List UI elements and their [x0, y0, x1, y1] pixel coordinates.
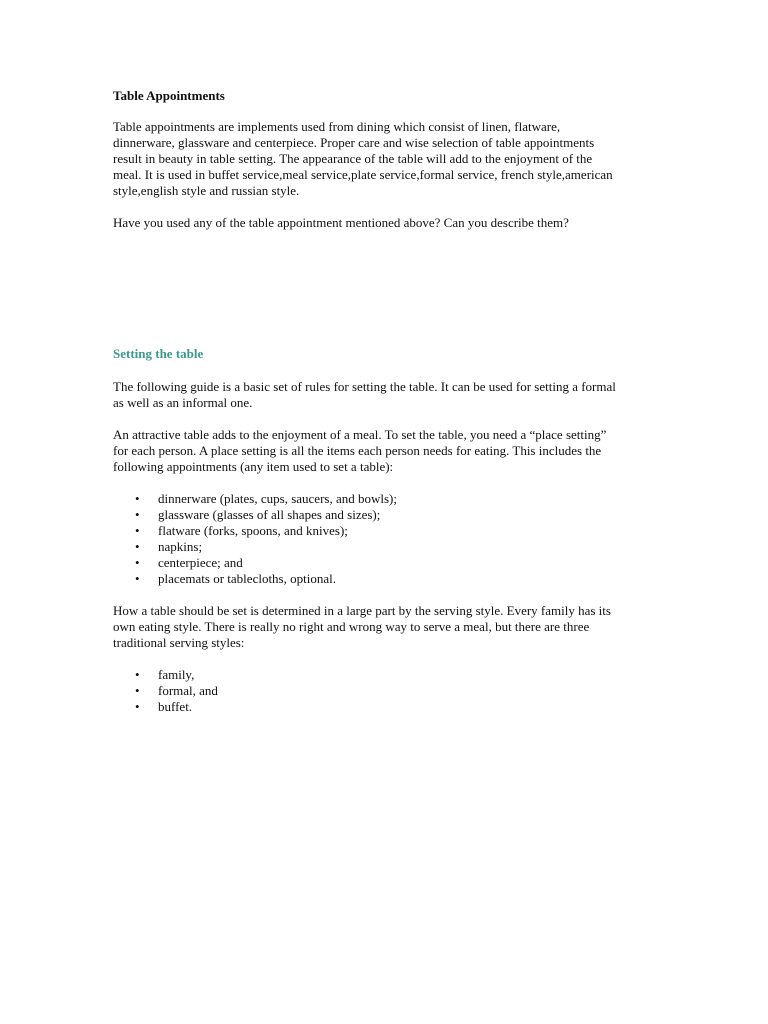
serving-line: How a table should be set is determined in a large part by the serving style. Every family has its	[113, 603, 611, 618]
intro-line: Table appointments are implements used from dining which consist of linen, flatware,	[113, 119, 561, 134]
list-item	[113, 523, 658, 539]
list-item-text: buffet.	[158, 699, 193, 714]
list-item-text: flatware (forks, spoons, and knives);	[158, 523, 348, 538]
serving-styles-list	[113, 667, 658, 715]
intro-line: result in beauty in table setting. The appearance of the table will add to the enjoyment of the	[113, 151, 593, 166]
bullet-icon: •	[135, 539, 140, 554]
bullet-icon: •	[135, 667, 140, 682]
list-item-text: centerpiece; and	[158, 555, 243, 570]
intro-paragraph	[113, 119, 658, 199]
list-item-text: dinnerware (plates, cups, saucers, and bowls);	[158, 491, 397, 506]
list-item	[113, 491, 658, 507]
guide-line: The following guide is a basic set of rules for setting the table. It can be used for setting a formal	[113, 379, 616, 394]
attractive-line: An attractive table adds to the enjoyment of a meal. To set the table, you need a “place setting”	[113, 427, 607, 442]
question-paragraph	[113, 215, 658, 231]
list-item-text: family,	[158, 667, 195, 682]
blank-space	[113, 247, 658, 346]
bullet-icon: •	[135, 683, 140, 698]
list-item-text: formal, and	[158, 683, 218, 698]
question-line: Have you used any of the table appointment mentioned above? Can you describe them?	[113, 215, 569, 230]
list-item	[113, 699, 658, 715]
serving-line: traditional serving styles:	[113, 635, 245, 650]
bullet-icon: •	[135, 555, 140, 570]
section-heading: Setting the table	[113, 346, 204, 361]
list-item	[113, 571, 658, 587]
bullet-icon: •	[135, 699, 140, 714]
serving-paragraph	[113, 603, 658, 651]
guide-line: as well as an informal one.	[113, 395, 253, 410]
bullet-icon: •	[135, 507, 140, 522]
serving-line: own eating style. There is really no right and wrong way to serve a meal, but there are three	[113, 619, 590, 634]
attractive-line: following appointments (any item used to set a table):	[113, 459, 394, 474]
guide-paragraph	[113, 379, 658, 411]
list-item-text: napkins;	[158, 539, 203, 554]
list-item-text: placemats or tablecloths, optional.	[158, 571, 336, 586]
bullet-icon: •	[135, 571, 140, 586]
list-item	[113, 539, 658, 555]
document-title: Table Appointments	[113, 88, 225, 103]
intro-line: dinnerware, glassware and centerpiece. Proper care and wise selection of table appointments	[113, 135, 595, 150]
list-item	[113, 507, 658, 523]
document-page	[113, 88, 658, 731]
list-item-text: glassware (glasses of all shapes and sizes);	[158, 507, 381, 522]
attractive-line: for each person. A place setting is all the items each person needs for eating. This includes the	[113, 443, 602, 458]
intro-line: style,english style and russian style.	[113, 183, 300, 198]
bullet-icon: •	[135, 491, 140, 506]
appointments-list	[113, 491, 658, 587]
list-item	[113, 667, 658, 683]
list-item	[113, 555, 658, 571]
bullet-icon: •	[135, 523, 140, 538]
list-item	[113, 683, 658, 699]
attractive-paragraph	[113, 427, 658, 475]
intro-line: meal. It is used in buffet service,meal service,plate service,formal service, french style,american	[113, 167, 613, 182]
